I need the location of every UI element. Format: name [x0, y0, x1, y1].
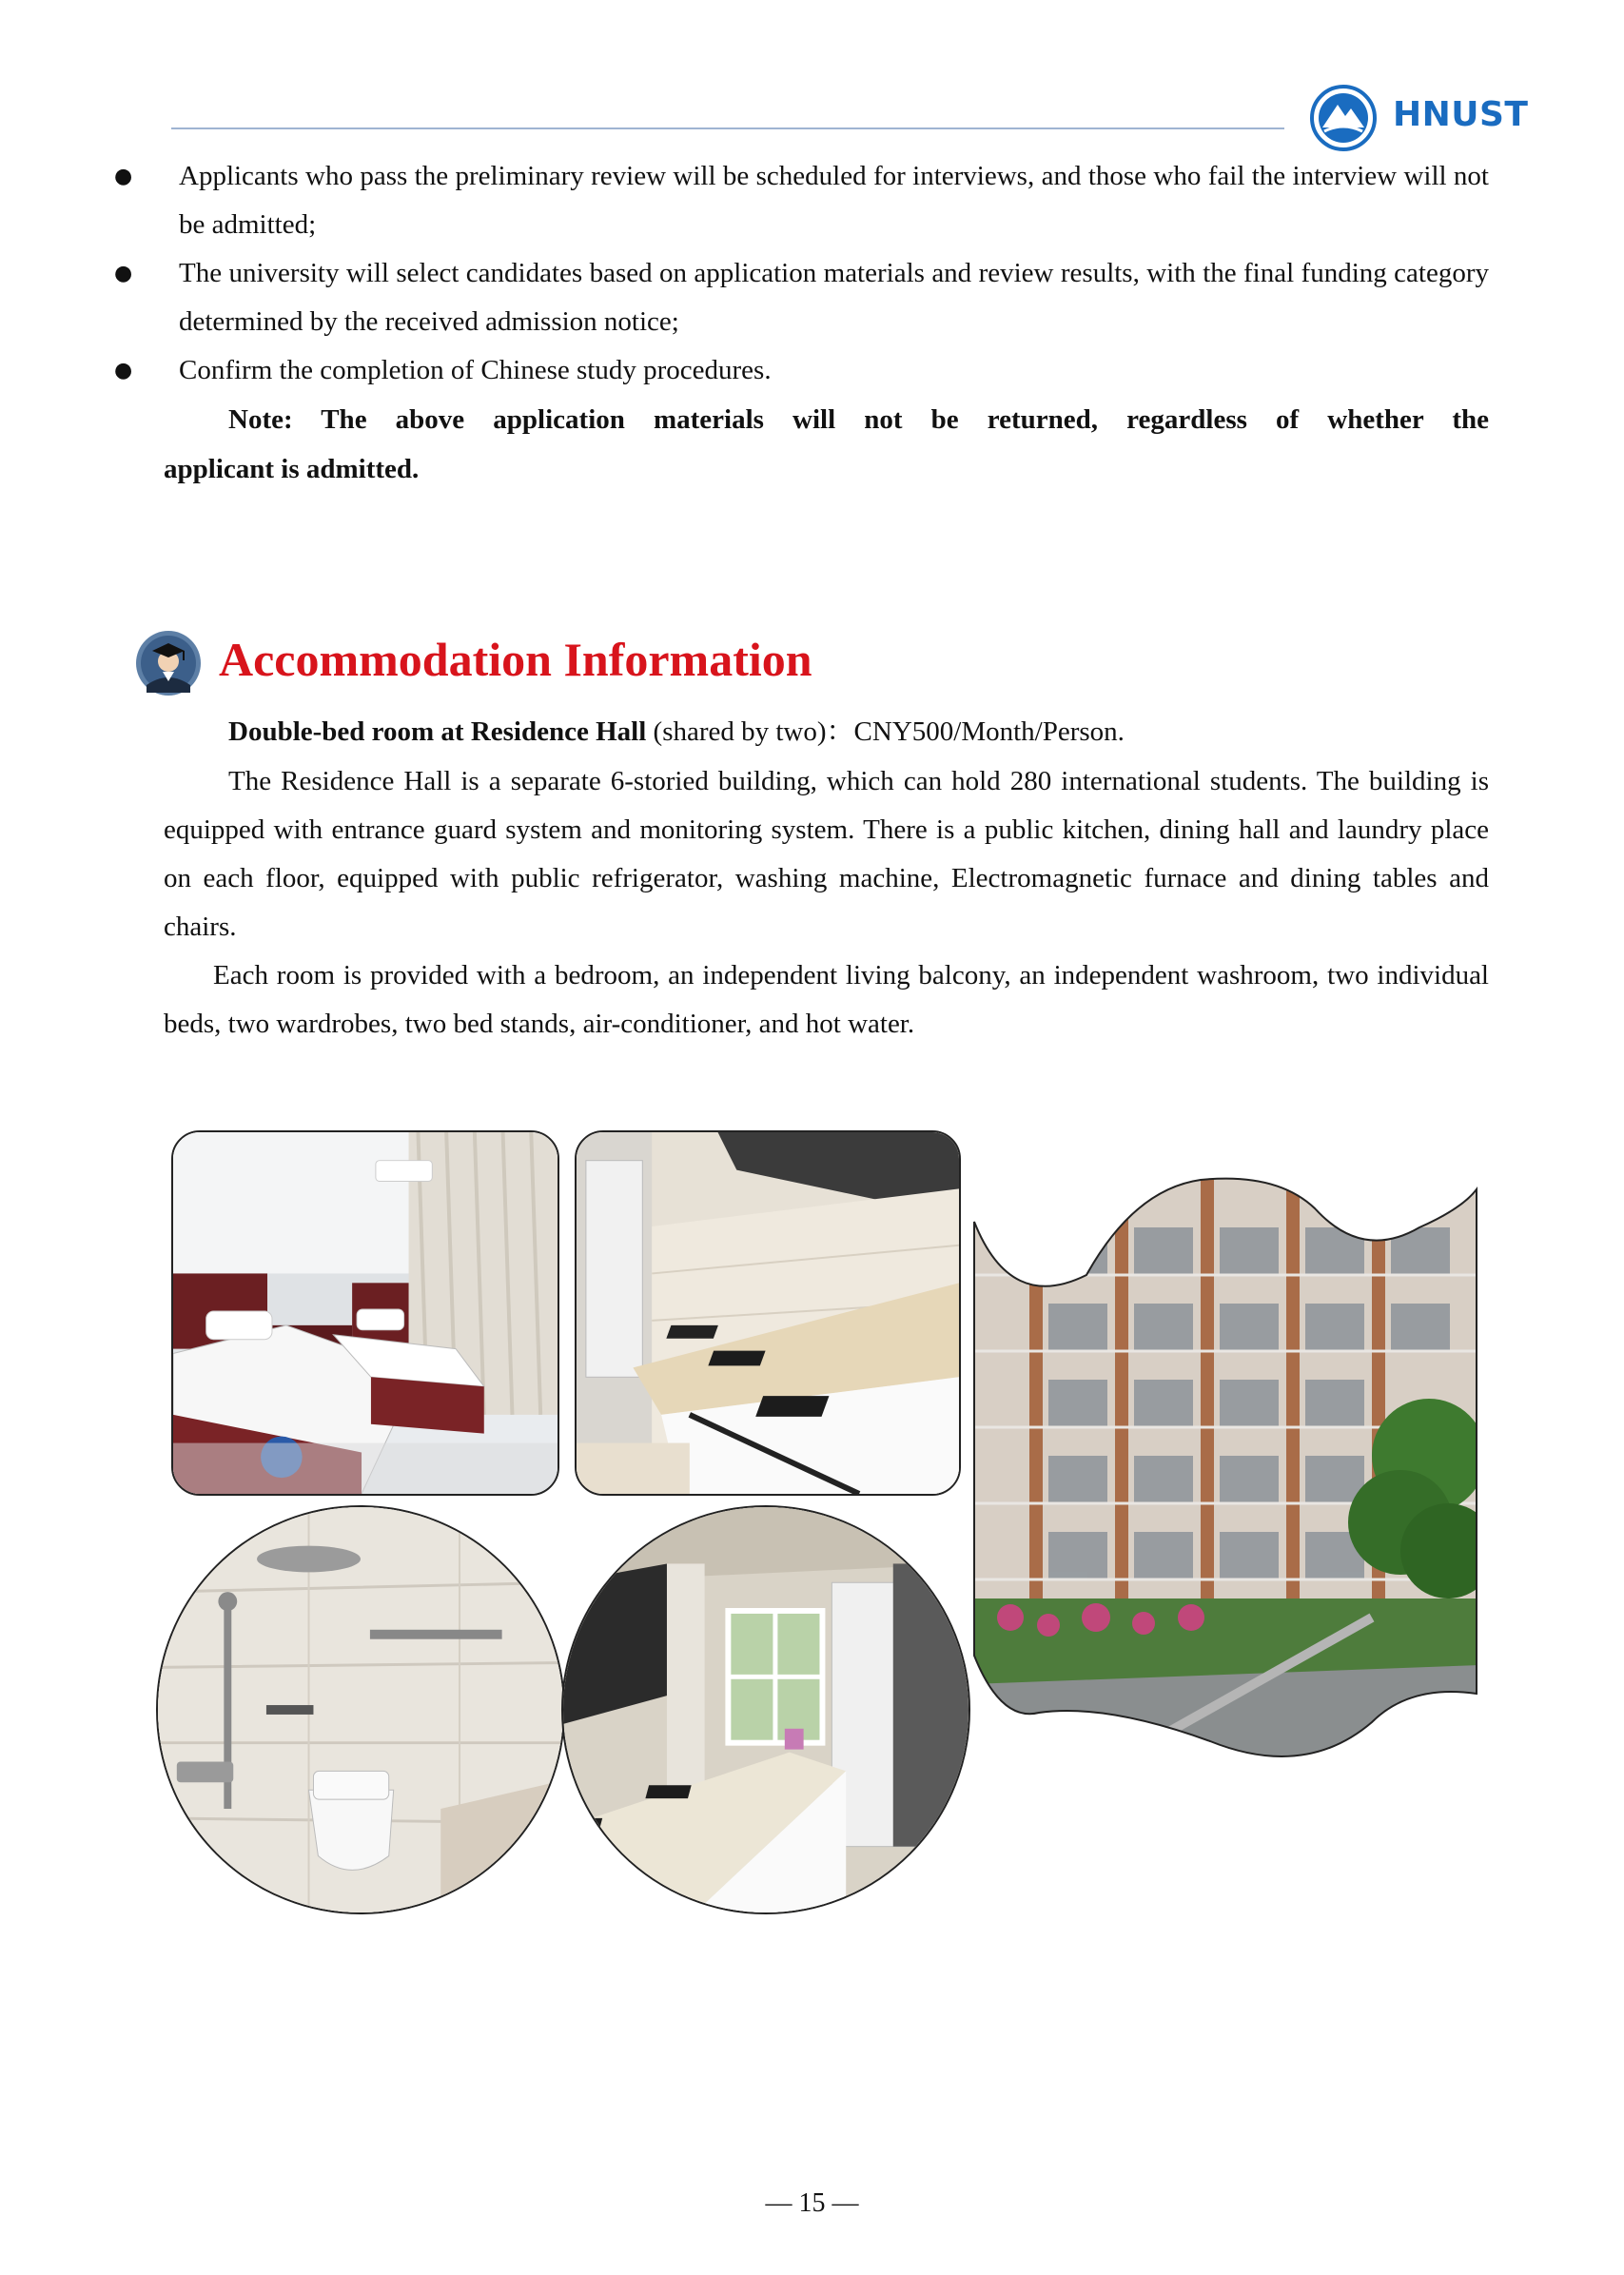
bullet-icon: ● [114, 359, 133, 382]
bedroom-photo [171, 1130, 559, 1496]
room-type-price: (shared by two)：CNY500/Month/Person. [646, 716, 1125, 747]
note-line-2: applicant is admitted. [164, 454, 420, 484]
bullet-icon: ● [114, 165, 133, 188]
hnust-logo [1309, 84, 1529, 160]
section-title: Accommodation Information [219, 633, 812, 686]
logo-text: HNUST [1393, 95, 1529, 134]
kitchen-photo [575, 1130, 961, 1496]
hnust-emblem-icon [1309, 84, 1378, 152]
room-type-line [228, 708, 1489, 756]
graduate-avatar-icon [135, 630, 202, 696]
note-line-1: Note: The above application materials will not be returned, regardless of whether the [228, 404, 1489, 435]
room-facilities-paragraph: Each room is provided with a bedroom, an independent living balcony, an independent washroom, two individual beds, two wardrobes, two bed stands, air-conditioner, and hot water. [164, 960, 1489, 1039]
room-type-label: Double-bed room at Residence Hall [228, 716, 647, 747]
residence-hall-paragraph: The Residence Hall is a separate 6-storied building, which can hold 280 international students. The building is equipped with entrance guard system and monitoring system. There is a public kitchen, dining hall and laundry place on each floor, equipped with public refrigerator, washing machine, Electromagnetic furnace and dining tables and chairs. [164, 766, 1489, 942]
residence-building-photo [972, 1170, 1478, 1762]
bathroom-photo [156, 1505, 565, 1914]
bullet-icon: ● [114, 262, 133, 285]
bullet-text: The university will select candidates based on application materials and review results, with the final funding category determined by the received admission notice; [179, 258, 1489, 337]
bullet-text: Applicants who pass the preliminary review will be scheduled for interviews, and those who fail the interview will not be admitted; [179, 161, 1489, 240]
bullet-text: Confirm the completion of Chinese study procedures. [179, 355, 772, 385]
header-rule [171, 127, 1284, 129]
kitchen-window-photo [561, 1505, 970, 1914]
page-number: — 15 — [765, 2188, 859, 2218]
